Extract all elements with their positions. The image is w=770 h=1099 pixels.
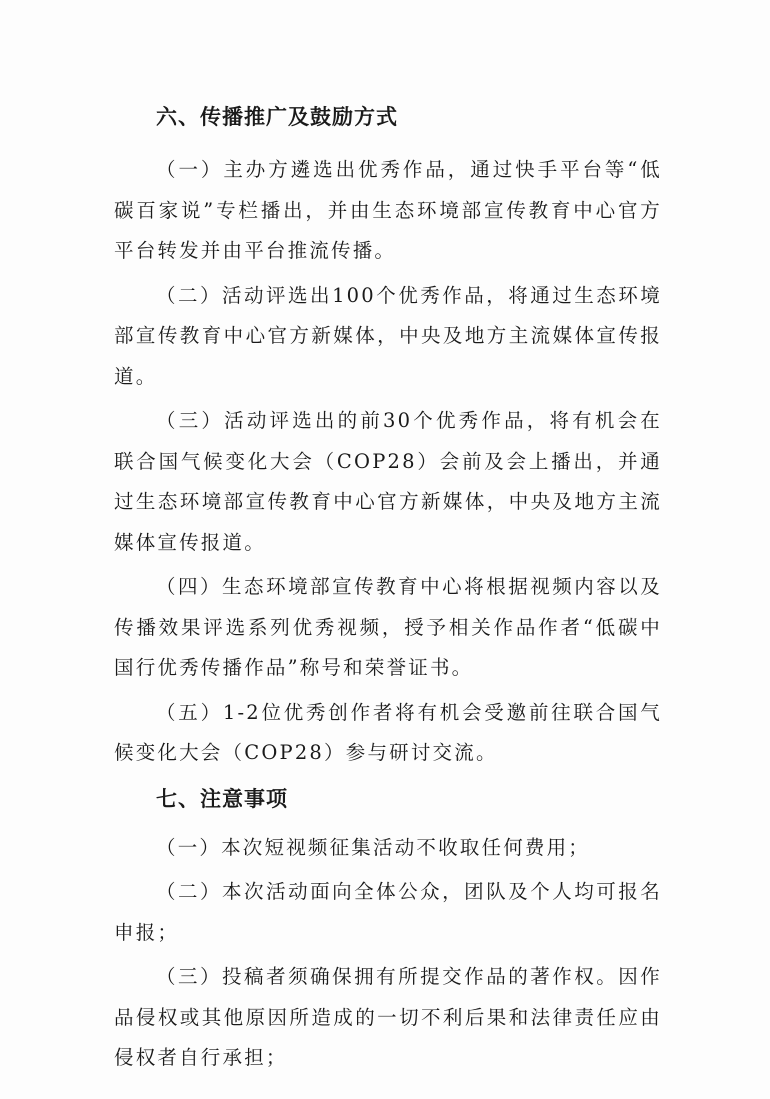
section-6-item-1: （一）主办方遴选出优秀作品，通过快手平台等“低碳百家说”专栏播出，并由生态环境部宣传教育中心官方平台转发并由平台推流传播。 xyxy=(114,158,662,262)
section-6-item-5: （五）1-2位优秀创作者将有机会受邀前往联合国气候变化大会（COP28）参与研讨交流。 xyxy=(114,700,662,764)
section-7-item-2: （二）本次活动面向全体公众，团队及个人均可报名申报； xyxy=(114,880,662,944)
section-6-item-2: （二）活动评选出100个优秀作品，将通过生态环境部宣传教育中心官方新媒体，中央及地方主流媒体宣传报道。 xyxy=(114,283,662,388)
section-7-heading: 七、注意事项 xyxy=(156,786,288,811)
document-body xyxy=(114,100,662,1079)
section-6-item-3: （三）活动评选出的前30个优秀作品，将有机会在联合国气候变化大会（COP28）会前及会上播出，并通过生态环境部宣传教育中心官方新媒体，中央及地方主流媒体宣传报道。 xyxy=(114,409,662,554)
section-6-item-4: （四）生态环境部宣传教育中心将根据视频内容以及传播效果评选系列优秀视频，授予相关作品作者“低碳中国行优秀传播作品”称号和荣誉证书。 xyxy=(114,575,662,679)
section-6-heading: 六、传播推广及鼓励方式 xyxy=(156,105,398,129)
section-7-item-1: （一）本次短视频征集活动不收取任何费用； xyxy=(156,835,591,859)
section-7-item-3: （三）投稿者须确保拥有所提交作品的著作权。因作品侵权或其他原因所造成的一切不利后果和法律责任应由侵权者自行承担； xyxy=(114,965,662,1069)
